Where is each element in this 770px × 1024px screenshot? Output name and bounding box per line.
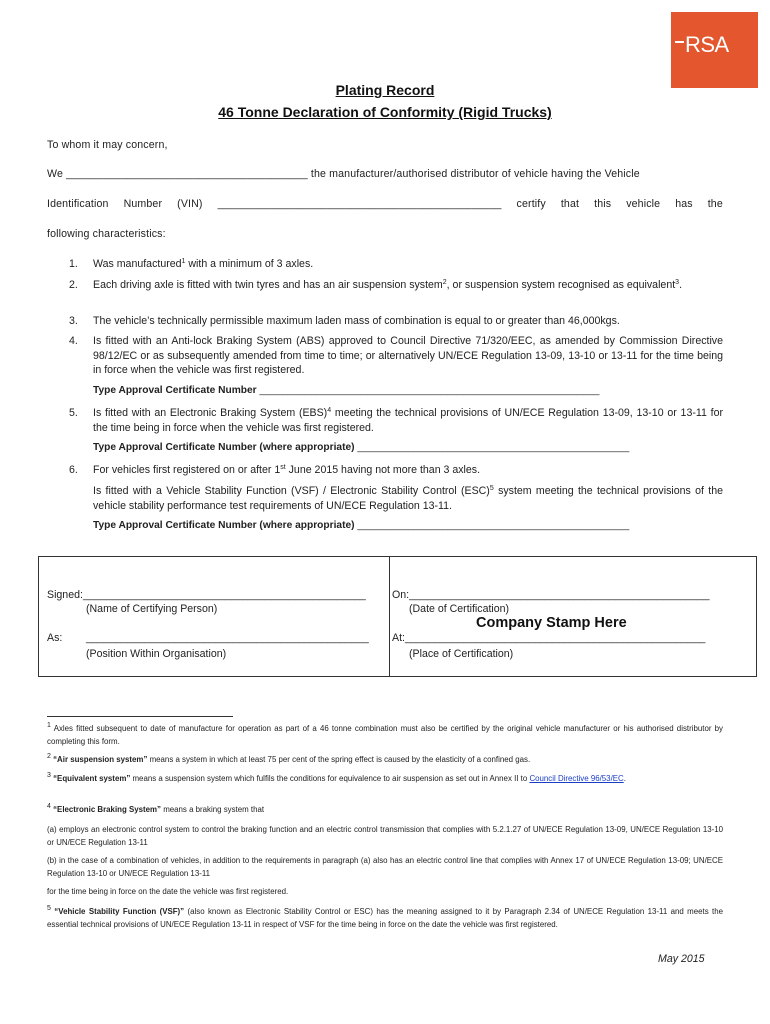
item-number: 2. bbox=[69, 279, 78, 291]
vin-word: vehicle bbox=[626, 198, 661, 210]
footnote-4c: for the time being in force on the date the vehicle was first registered. bbox=[47, 887, 289, 896]
list-item bbox=[69, 257, 723, 272]
item-number: 4. bbox=[69, 335, 78, 347]
manufacturer-line bbox=[47, 168, 640, 180]
following-text: following characteristics: bbox=[47, 228, 166, 240]
footnote-1: $^1$ Axles fitted subsequent to date of manufacture for operation as part of a 46 tonne combination must also be certified by the original vehicle manufacturer or his authorised distributor by completing this form. bbox=[47, 722, 723, 746]
list-item bbox=[69, 406, 723, 435]
name-caption: (Name of Certifying Person) bbox=[86, 603, 218, 615]
greeting: To whom it may concern, bbox=[47, 139, 168, 151]
footnote-4a: (a) employs an electronic control system to control the braking function and an electric control transmission that complies with 5.2.1.27 of UN/ECE Regulation 13-09, UN/ECE Regulation 13-10 or UN/ECE Regulation 13-11 bbox=[47, 825, 723, 847]
item-text: Is fitted with an Anti-lock Braking System (ABS) approved to Council Directive 71/320/EEC, as amended by Commission Directive 98/12/EC or as subsequently amended from time to time; or alternatively UN/ECE Regulation 13-09, 13-10 or 13-11 for the time being in force when the vehicle was first registered. bbox=[93, 335, 723, 376]
item-number: 6. bbox=[69, 464, 78, 476]
place-caption: (Place of Certification) bbox=[409, 648, 514, 660]
document-subtitle: 46 Tonne Declaration of Conformity (Rigid Trucks) bbox=[218, 104, 552, 120]
vin-word: has bbox=[675, 198, 693, 210]
logo-text: RSA bbox=[685, 32, 729, 57]
item-text: Is fitted with an Electronic Braking System (EBS)$^4$ meeting the technical provisions of UN/ECE Regulation 13-09, 13-10 or 13-11 for the time being in force when the vehicle was first registered. bbox=[93, 407, 723, 434]
at-label: At: bbox=[392, 632, 405, 644]
list-item bbox=[69, 314, 723, 329]
item-text: For vehicles first registered on or after 1st June 2015 having not more than 3 axles. bbox=[93, 464, 481, 476]
item-number: 1. bbox=[69, 258, 78, 270]
signed-line bbox=[47, 589, 366, 601]
type-approval-label: Type Approval Certificate Number (where appropriate) bbox=[93, 442, 355, 453]
type-approval-label: Type Approval Certificate Number (where appropriate) bbox=[93, 520, 355, 531]
at-line bbox=[392, 632, 705, 644]
vin-word: that bbox=[560, 198, 580, 210]
vin-word: Number bbox=[123, 198, 163, 210]
vin-word: Identification bbox=[47, 198, 109, 210]
on-line bbox=[392, 589, 710, 601]
type-approval-line bbox=[93, 442, 629, 453]
signed-label: Signed: bbox=[47, 589, 83, 601]
date-field[interactable]: ___________________________________________________ bbox=[409, 589, 710, 601]
position-caption: (Position Within Organisation) bbox=[86, 648, 227, 660]
footnote-ref: 2 bbox=[442, 279, 447, 286]
type-approval-line bbox=[93, 385, 599, 396]
council-directive-link[interactable]: Council Directive 96/53/EC bbox=[529, 774, 624, 783]
vsf-paragraph bbox=[69, 484, 723, 513]
superscript: st bbox=[280, 464, 286, 471]
document-title: Plating Record bbox=[335, 82, 435, 98]
date-caption: (Date of Certification) bbox=[409, 603, 510, 615]
vin-line bbox=[47, 198, 723, 210]
vin-field[interactable]: _______________________________________________ bbox=[217, 198, 502, 210]
footnote-separator bbox=[47, 716, 233, 717]
list-item bbox=[69, 278, 723, 293]
item-text: Each driving axle is fitted with twin tyres and has an air suspension system$^2$, or suspension system recognised as equivalent$^3$. bbox=[93, 279, 683, 291]
we-label: We bbox=[47, 168, 63, 180]
item-text: Was manufactured$^1$ with a minimum of 3 axles. bbox=[93, 258, 314, 270]
type-approval-field[interactable]: ____________________________________________________________ bbox=[259, 385, 600, 396]
type-approval-field[interactable]: ________________________________________________ bbox=[357, 520, 630, 531]
type-approval-label: Type Approval Certificate Number bbox=[93, 385, 257, 396]
type-approval-field[interactable]: ________________________________________________ bbox=[357, 442, 630, 453]
item-number: 3. bbox=[69, 315, 78, 327]
vin-word: this bbox=[594, 198, 612, 210]
list-item bbox=[69, 334, 723, 378]
footnote-3: $^3$ “Equivalent system” means a suspension system which fulfils the conditions for equivalence to air suspension as set out in Annex II to Council Directive 96/53/EC. bbox=[47, 772, 626, 783]
vin-word: (VIN) bbox=[177, 198, 203, 210]
signature-divider bbox=[389, 556, 390, 677]
place-field[interactable]: ___________________________________________________ bbox=[404, 632, 706, 644]
item-text: The vehicle’s technically permissible maximum laden mass of combination is equal to or greater than 46,000kgs. bbox=[93, 315, 620, 327]
document-date: May 2015 bbox=[658, 953, 705, 965]
on-label: On: bbox=[392, 589, 410, 601]
footnote-2: $^2$ “Air suspension system” means a system in which at least 75 per cent of the spring effect is caused by the elasticity of a confined gas. bbox=[47, 753, 531, 764]
manufacturer-name-field[interactable]: ________________________________________ bbox=[66, 168, 308, 180]
signed-field[interactable]: ________________________________________________ bbox=[82, 589, 366, 601]
logo-mark bbox=[675, 41, 684, 43]
vin-word: certify bbox=[516, 198, 546, 210]
footnote-5: $^5$ “Vehicle Stability Function (VSF)” (also known as Electronic Stability Control or ESC) has the meaning assigned to it by Paragraph 2.34 of UN/ECE Regulation 13-11 and meets the essential technical provisions of UN/ECE Regulation 13-11 in respect of VSF for the time being in force on the date the vehicle was first registered. bbox=[47, 905, 723, 929]
item-text: Is fitted with a Vehicle Stability Function (VSF) / Electronic Stability Control (ESC)$^5$ system meeting the technical provisions of the vehicle stability performance test requirements of UN/ECE Regulation 13-11. bbox=[93, 485, 724, 512]
type-approval-line bbox=[93, 520, 629, 531]
footnote-ref: 4 bbox=[327, 407, 332, 414]
footnote-ref: 1 bbox=[181, 258, 186, 265]
company-stamp-label: Company Stamp Here bbox=[476, 615, 627, 631]
footnote-ref: 5 bbox=[489, 485, 494, 492]
footnote-4b: (b) in the case of a combination of vehicles, in addition to the requirements in paragraph (a) also has an electric control line that complies with Annex 17 of UN/ECE Regulation 13-09; UN/ECE Regulation 13-10 or UN/ECE Regulation 13-11 bbox=[47, 856, 723, 878]
footnote-4: $^4$ “Electronic Braking System” means a braking system that bbox=[47, 803, 265, 814]
position-field[interactable]: ________________________________________________ bbox=[86, 632, 369, 644]
footnote-ref: 3 bbox=[675, 279, 680, 286]
manufacturer-line-text: the manufacturer/authorised distributor of vehicle having the Vehicle bbox=[310, 168, 640, 180]
rsa-logo bbox=[671, 12, 758, 88]
list-item bbox=[69, 463, 723, 478]
item-number: 5. bbox=[69, 407, 78, 419]
as-label: As: bbox=[47, 632, 63, 644]
vin-word: the bbox=[707, 198, 723, 210]
